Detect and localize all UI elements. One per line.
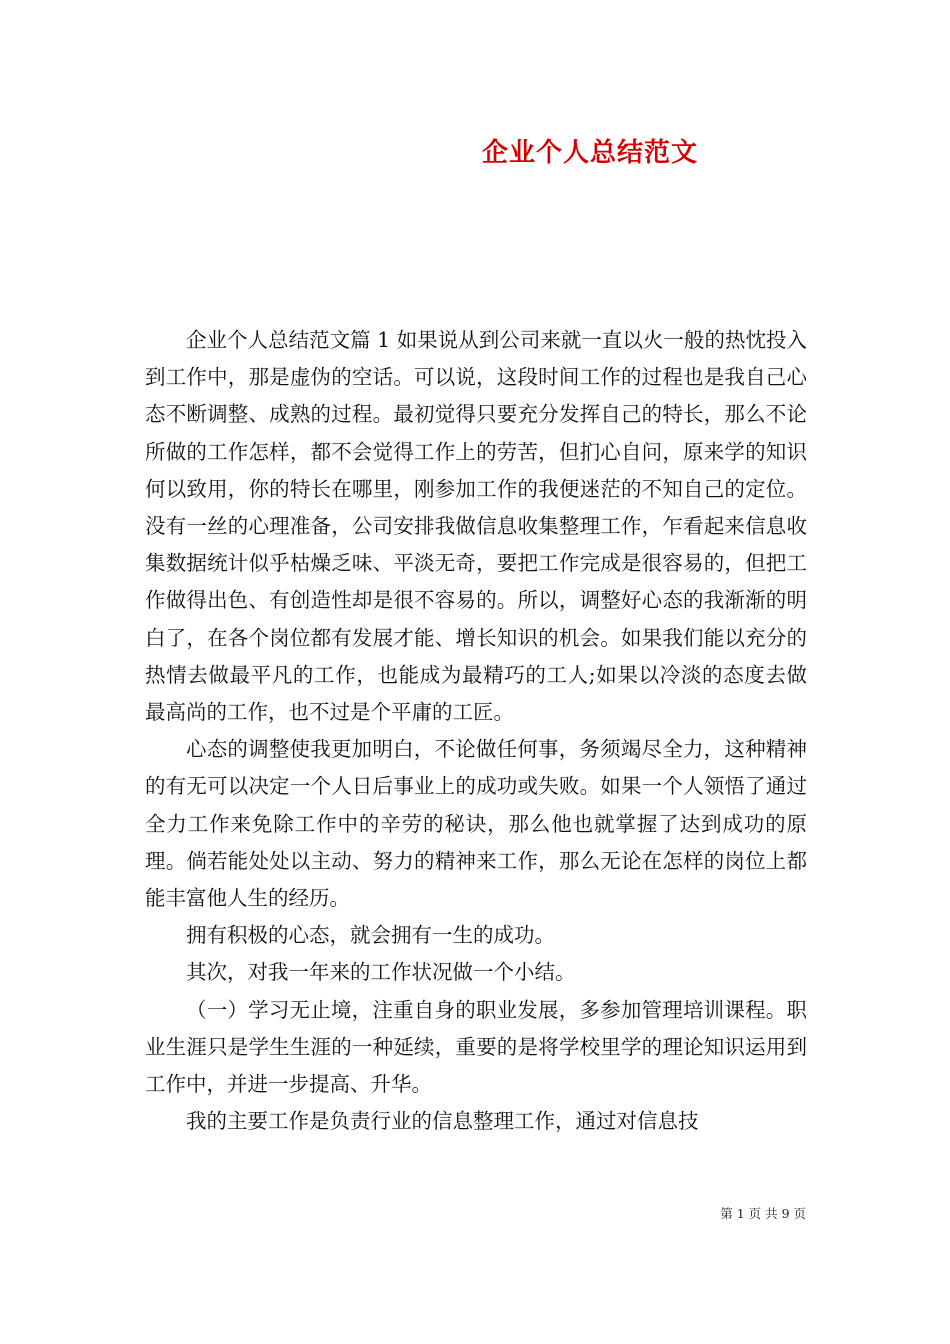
paragraph-2: 心态的调整使我更加明白，不论做任何事，务须竭尽全力，这种精神的有无可以决定一个人日后事业上的成功或失败。如果一个人领悟了通过全力工作来免除工作中的辛劳的秘诀，那么他也就掌握了达到成功的原理。倘若能处处以主动、努力的精神来工作，那么无论在怎样的岗位上都能丰富他人生的经历。 [145,737,807,911]
document-title: 企业个人总结范文 [481,138,698,168]
paragraph-3: 拥有积极的心态，就会拥有一生的成功。 [186,923,555,948]
paragraph-5: （一）学习无止境，注重自身的职业发展，多参加管理培训课程。职业生涯只是学生生涯的一种延续，重要的是将学校里学的理论知识运用到工作中，并进一步提高、升华。 [145,997,807,1097]
paragraph-1: 企业个人总结范文篇 1 如果说从到公司来就一直以火一般的热忱投入到工作中，那是虚伪的空话。可以说，这段时间工作的过程也是我自己心态不断调整、成熟的过程。最初觉得只要充分发挥自己的特长，那么不论所做的工作怎样，都不会觉得工作上的劳苦，但扪心自问，原来学的知识何以致用，你的特长在哪里，刚参加工作的我便迷茫的不知自己的定位。没有一丝的心理准备，公司安排我做信息收集整理工作，乍看起来信息收集数据统计似乎枯燥乏味、平淡无奇，要把工作完成是很容易的，但把工作做得出色、有创造性却是很不容易的。所以，调整好心态的我渐渐的明白了，在各个岗位都有发展才能、增长知识的机会。如果我们能以充分的热情去做最平凡的工作，也能成为最精巧的工人;如果以冷淡的态度去做最高尚的工作，也不过是个平庸的工匠。 [145,328,807,725]
document-body [145,322,807,1140]
paragraph-4: 其次，对我一年来的工作状况做一个小结。 [186,960,576,985]
paragraph-6: 我的主要工作是负责行业的信息整理工作，通过对信息技 [186,1109,699,1134]
page-footer: 第 1 页 共 9 页 [720,1206,806,1221]
